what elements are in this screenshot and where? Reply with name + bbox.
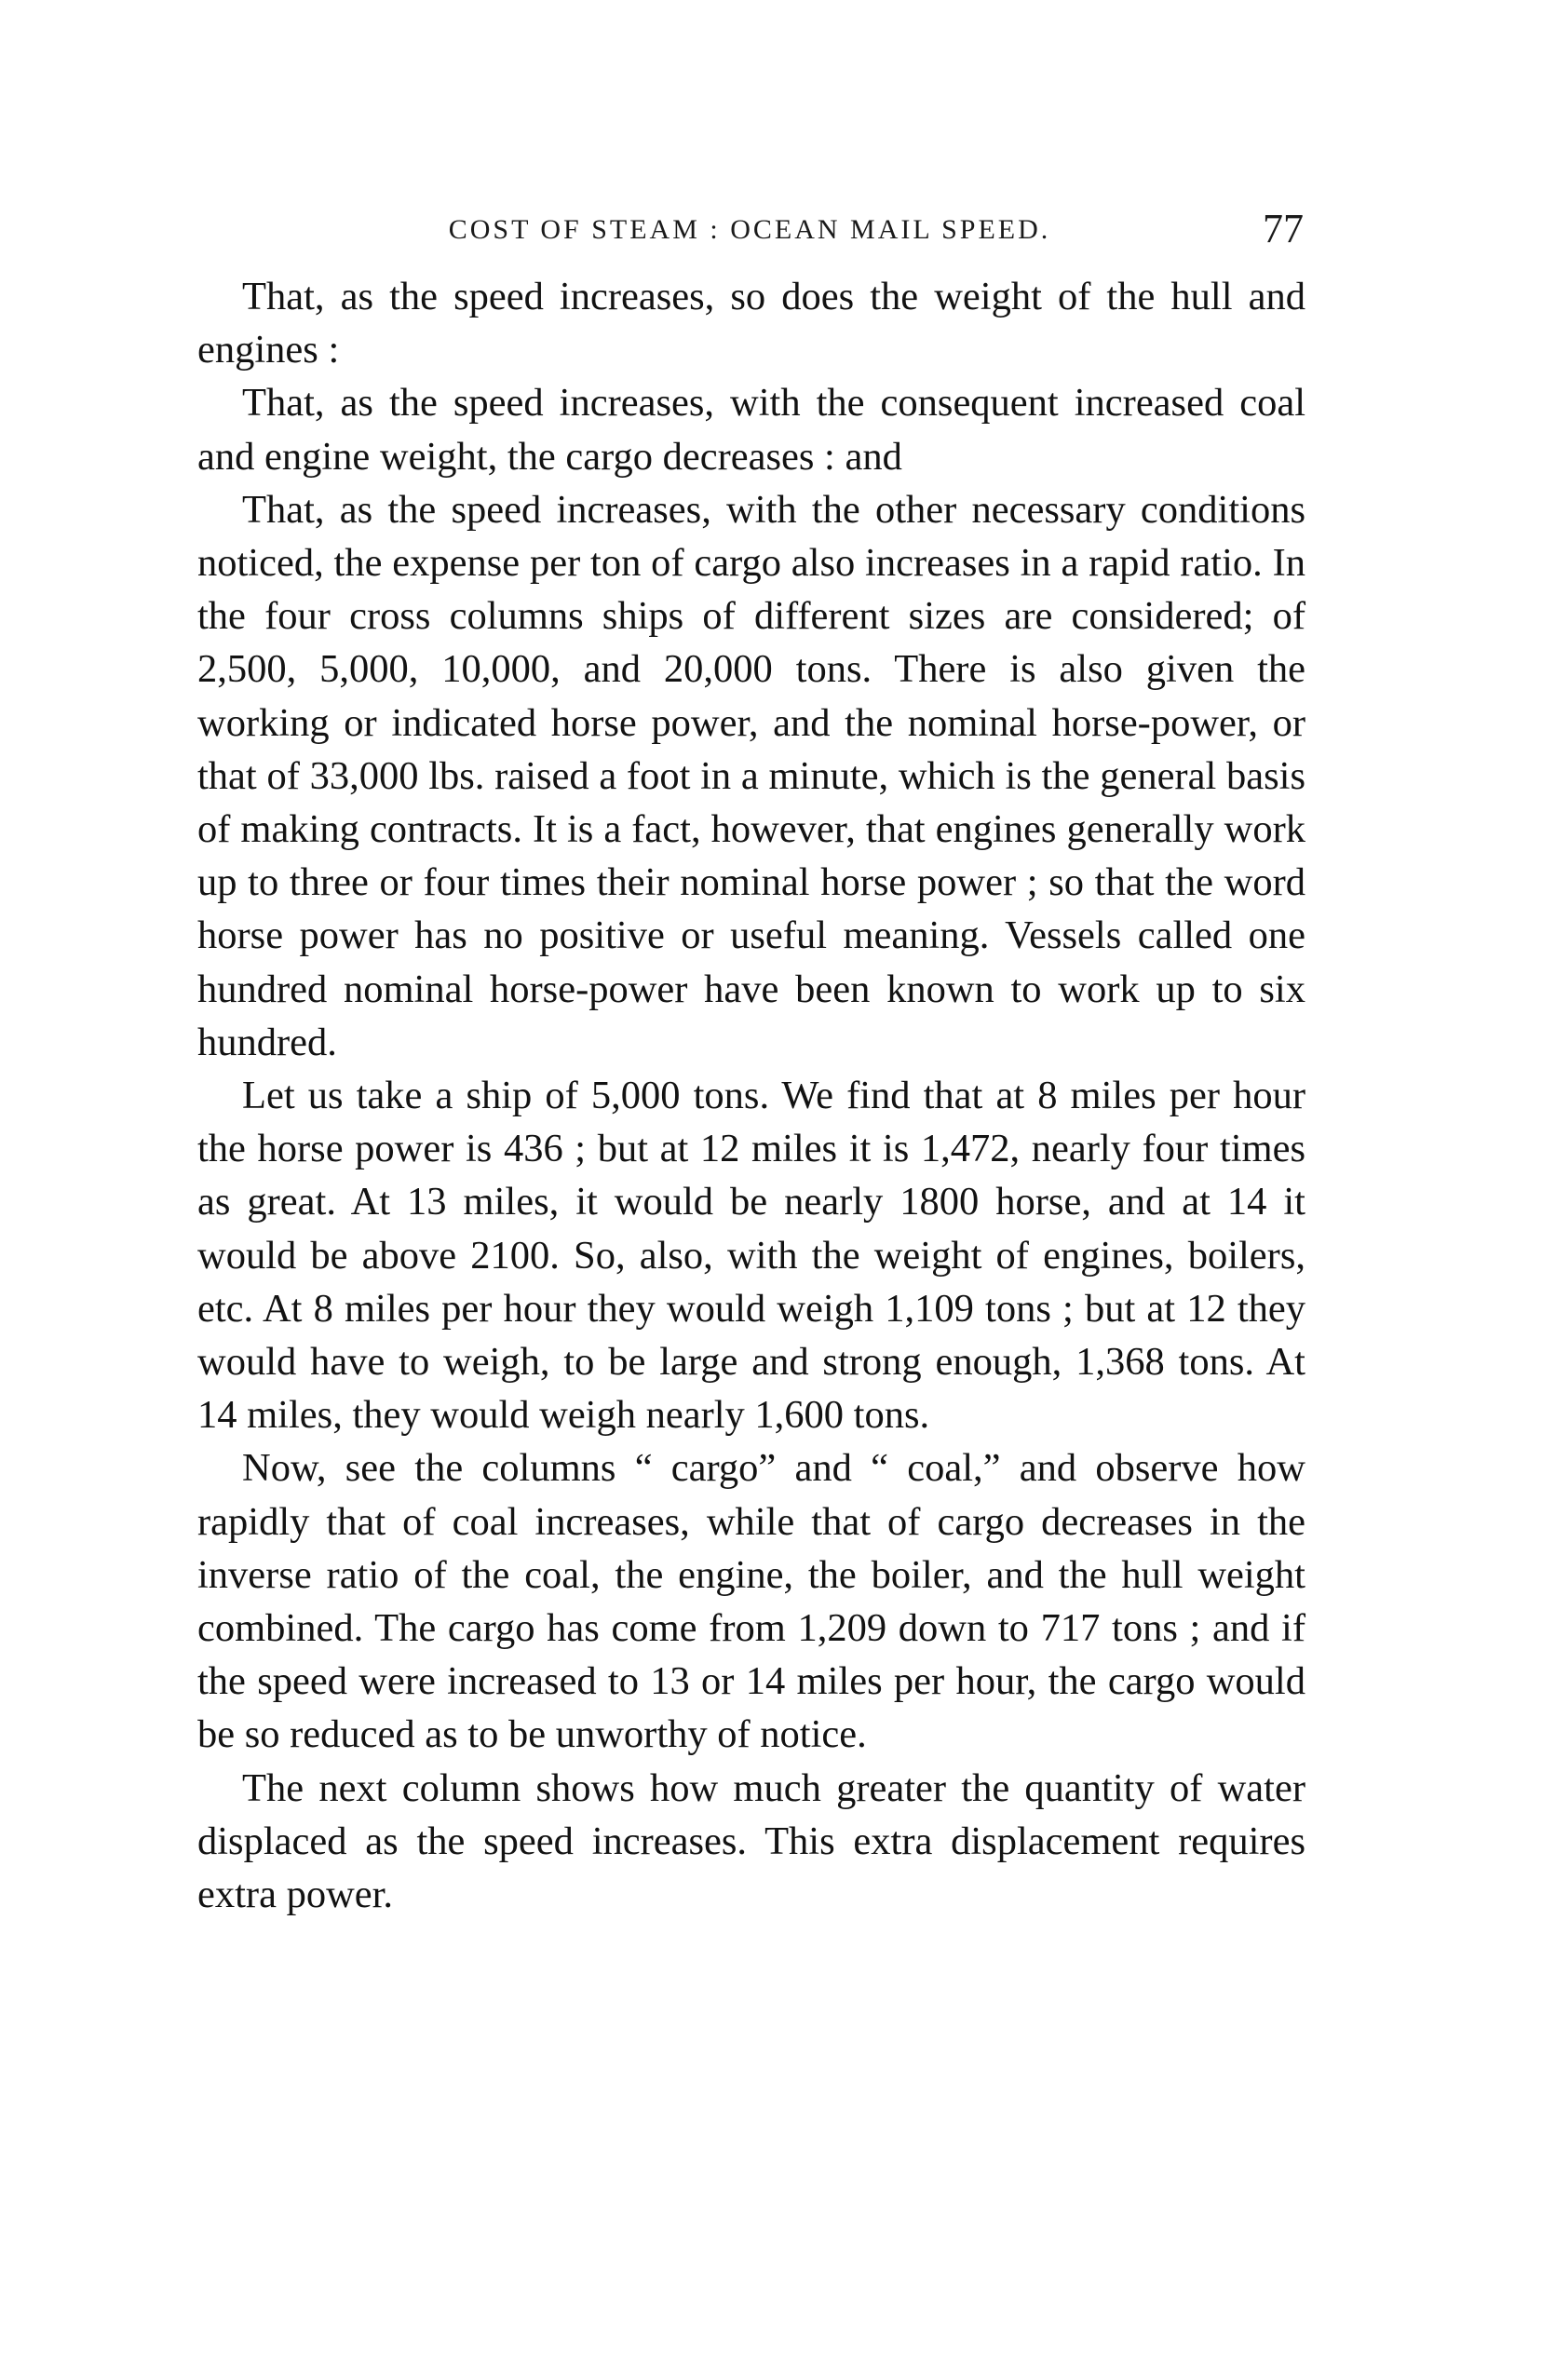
paragraph-displacement: The next column shows how much greater the quantity of water displaced as the speed increases. This extra displacement requires extra power. bbox=[197, 1765, 1305, 1917]
running-title: COST OF STEAM : OCEAN MAIL SPEED. bbox=[448, 214, 1051, 245]
running-head bbox=[196, 203, 1304, 259]
paragraph-ship-5000-tons: Let us take a ship of 5,000 tons. We find that at 8 miles per hour the horse power is 436 ; but at 12 miles it is 1,472, nearly four times as great. At 13 miles, it would be nearly 1800 horse, and at 14 it would be above 2100. So, also, with the weight of engines, boilers, etc. At 8 miles per hour they would weigh 1,109 tons ; but at 12 they would have to weigh, to be large and strong enough, 1,368 tons. At 14 miles, they would weigh nearly 1,600 tons. bbox=[197, 1074, 1305, 1438]
page-number: 77 bbox=[1263, 206, 1304, 251]
paragraph-cargo-and-coal: Now, see the columns “ cargo” and “ coal,” and observe how rapidly that of coal increases, while that of cargo decreases in the inverse ratio of the coal, the engine, the boiler, and the hull weight combined. The cargo has come from 1,209 down to 717 tons ; and if the speed were increased to 13 or 14 miles per hour, the cargo would be so reduced as to be unworthy of notice. bbox=[197, 1446, 1305, 1757]
paragraph-cargo-decreases: That, as the speed increases, with the consequent increased coal and engine weight, the cargo decreases : and bbox=[197, 381, 1305, 479]
body-text bbox=[197, 270, 1305, 1921]
paragraph-hull-weight: That, as the speed increases, so does the weight of the hull and engines : bbox=[197, 275, 1305, 372]
paragraph-expense-per-ton: That, as the speed increases, with the other necessary conditions noticed, the expense per ton of cargo also increases in a rapid ratio. In the four cross columns ships of different sizes are considered; of 2,500, 5,000, 10,000, and 20,000 tons. There is also given the working or indicated horse power, and the nominal horse-power, or that of 33,000 lbs. raised a foot in a minute, which is the general basis of making contracts. It is a fact, however, that engines generally work up to three or four times their nominal horse power ; so that the word horse power has no positive or useful meaning. Vessels called one hundred nominal horse-power have been known to work up to six hundred. bbox=[197, 487, 1305, 1064]
